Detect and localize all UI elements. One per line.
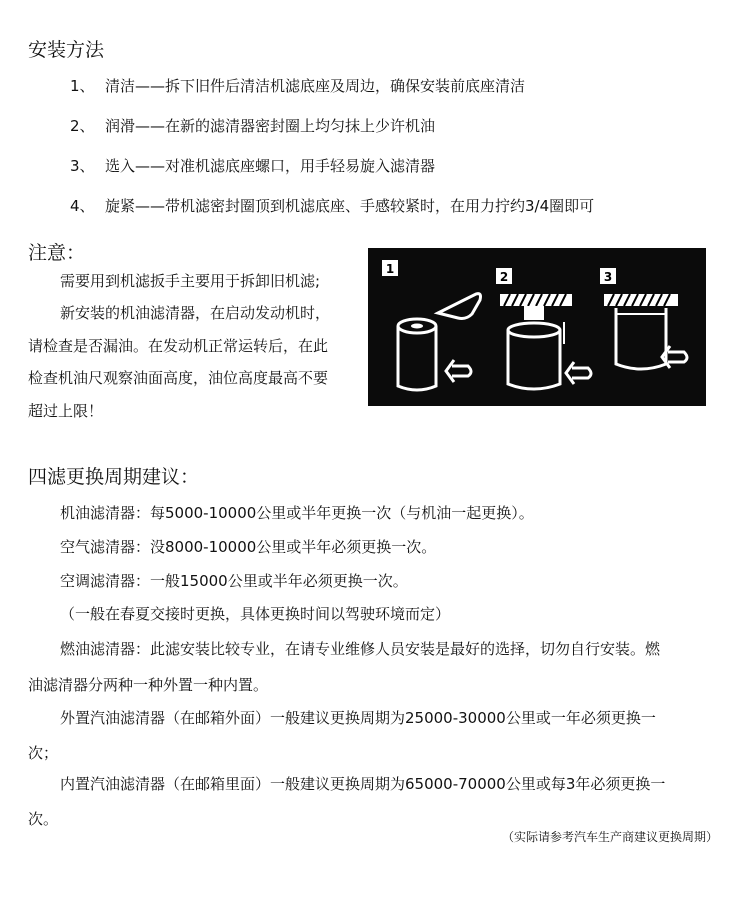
notice-line: 新安装的机油滤清器，在启动发动机时，: [60, 304, 331, 322]
step-2-panel: [496, 268, 591, 389]
filter-can-icon: [398, 326, 436, 390]
cycle-line: 内置汽油滤清器（在邮箱里面）一般建议更换周期为65000-70000公里或每3年必须更换一: [60, 775, 666, 793]
cycle-heading: 四滤更换周期建议：: [28, 466, 200, 488]
notice-line: 需要用到机滤扳手主要用于拆卸旧机滤;: [60, 272, 321, 290]
footnote: （实际请参考汽车生产商建议更换周期）: [501, 830, 718, 844]
step-1-label: 1: [385, 262, 395, 276]
cycle-line: 空气滤清器：没8000-10000公里或半年必须更换一次。: [60, 538, 437, 556]
filter-can-icon: [616, 308, 666, 369]
step-number: 4、: [70, 197, 95, 215]
rotate-arrow-icon: [668, 352, 687, 362]
install-step-1: [70, 75, 525, 96]
cycle-line: （一般在春夏交接时更换，具体更换时间以驾驶环境而定）: [60, 605, 451, 623]
arrow-head-icon: [566, 362, 574, 384]
cycle-line: 油滤清器分两种一种外置一种内置。: [28, 676, 269, 694]
step-3-panel: [600, 268, 687, 369]
rotate-arrow-icon: [452, 366, 471, 376]
install-step-4: [70, 195, 594, 216]
notice-heading: 注意：: [28, 242, 86, 264]
step-number: 2、: [70, 117, 95, 135]
step-text: 旋紧——带机滤密封圈顶到机滤底座、手感较紧时，在用力拧约3/4圈即可: [105, 197, 595, 215]
step-text: 选入——对准机滤底座螺口，用手轻易旋入滤清器: [105, 157, 436, 175]
cycle-line: 燃油滤清器：此滤安装比较专业，在请专业维修人员安装是最好的选择，切勿自行安装。燃: [60, 640, 661, 658]
install-heading: 安装方法: [28, 39, 105, 61]
step-1-panel: [382, 260, 481, 390]
thread-icon: [524, 306, 544, 320]
cycle-line: 次。: [28, 810, 59, 828]
filter-top-icon: [508, 323, 560, 337]
notice-line: 请检查是否漏油。在发动机正常运转后，在此: [28, 337, 329, 355]
step-number: 1、: [70, 77, 95, 95]
step-text: 润滑——在新的滤清器密封圈上均匀抹上少许机油: [105, 117, 436, 135]
step-2-label: 2: [499, 270, 509, 284]
arrow-head-icon: [446, 360, 454, 382]
step-3-label: 3: [603, 270, 613, 284]
filter-can-icon: [508, 330, 560, 389]
filter-install-diagram: [368, 248, 706, 406]
install-step-2: [70, 115, 435, 136]
cycle-line: 外置汽油滤清器（在邮箱外面）一般建议更换周期为25000-30000公里或一年必须更换一: [60, 709, 656, 727]
filter-hole-icon: [411, 324, 423, 329]
notice-line: 超过上限！: [28, 402, 104, 420]
rotate-arrow-icon: [572, 368, 591, 378]
cycle-line: 空调滤清器：一般15000公里或半年必须更换一次。: [60, 572, 408, 590]
step-text: 清洁——拆下旧件后清洁机滤底座及周边，确保安装前底座清洁: [105, 77, 526, 95]
notice-line: 检查机油尺观察油面高度，油位高度最高不要: [28, 369, 329, 387]
finger-icon: [438, 294, 481, 319]
step-number: 3、: [70, 157, 95, 175]
cycle-line: 次；: [28, 744, 59, 762]
cycle-line: 机油滤清器：每5000-10000公里或半年更换一次（与机油一起更换）。: [60, 504, 534, 522]
install-step-3: [70, 155, 435, 176]
